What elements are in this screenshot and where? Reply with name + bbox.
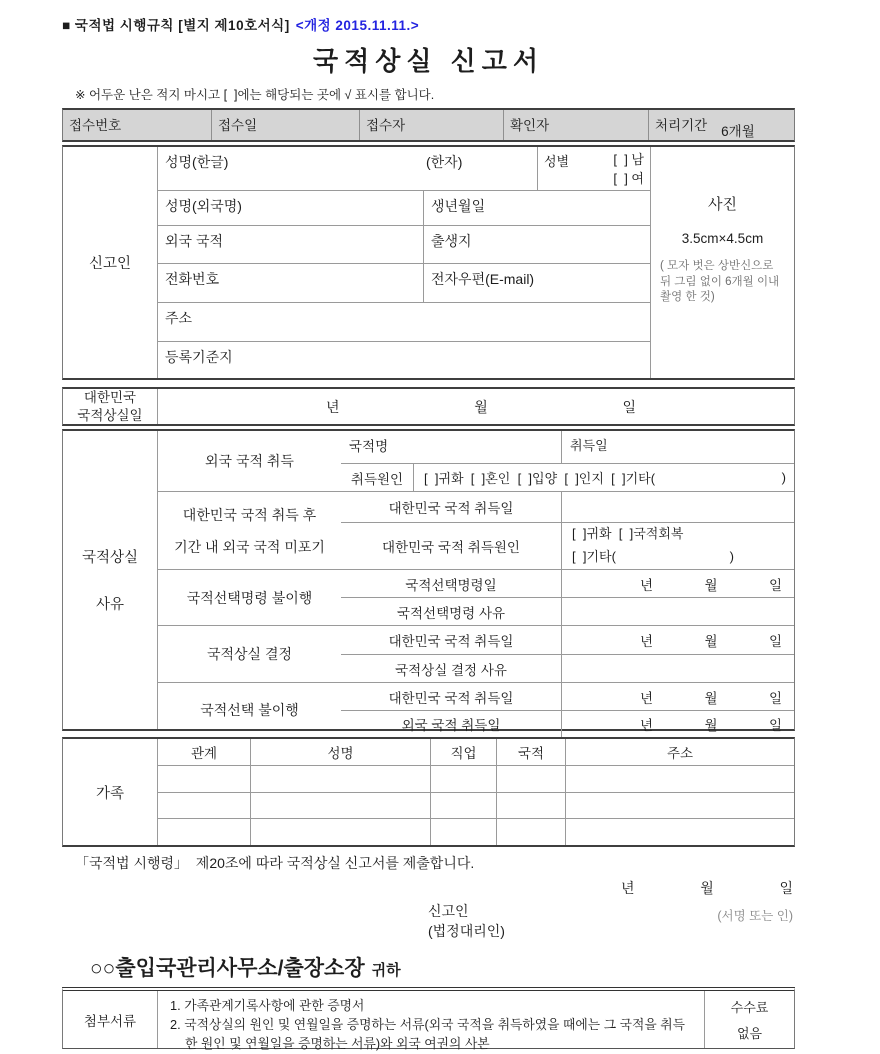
selection-foreign-acquisition-date-field <box>561 711 794 737</box>
confirmer-label: 확인자 <box>510 118 550 133</box>
attachment-item-2: 2. 국적상실의 원인 및 연월일을 증명하는 서류(외국 국적을 취득하였을 때에는 그 국적을 취득한 원인 및 연월일을 증명하는 서류)와 외국 여권의 사본 <box>170 1017 685 1052</box>
attachments-section <box>62 987 795 1052</box>
loss-reason-label-line1: 국적상실 <box>81 550 139 566</box>
email-field[interactable] <box>423 264 650 302</box>
korea-acquisition-cause-checkboxes[interactable]: [ ]귀화 [ ]국적회복 <box>572 526 684 542</box>
regulation-line <box>62 14 795 34</box>
attachments-section-label: 첨부서류 <box>63 991 158 1048</box>
loss-date-label-line2: 국적상실일 <box>77 407 143 423</box>
receipt-number-label: 접수번호 <box>69 118 122 133</box>
selection-order-date-field <box>561 570 794 597</box>
applicant-section-label: 신고인 <box>63 147 158 378</box>
attachments-list <box>158 991 704 1052</box>
day-label: 일 <box>768 690 782 706</box>
year-label: 년 <box>640 634 654 649</box>
year-label: 년 <box>640 577 654 593</box>
year-label: 년 <box>640 690 654 706</box>
month-label: 월 <box>704 577 718 593</box>
foreign-nationality-label: 외국 국적 <box>165 233 223 250</box>
name-foreign-label: 성명(외국명) <box>165 198 242 214</box>
gender-female-checkbox[interactable]: [ ] 여 <box>613 170 644 186</box>
photo-note: ( 모자 벗은 상반신으로 뒤 그림 없이 6개월 이내 촬영 한 것) <box>660 260 780 304</box>
receipt-number-cell <box>63 110 211 140</box>
revision-text: <개정 2015.11.11.> <box>295 18 420 33</box>
korea-acquisition-cause-other-checkbox[interactable]: [ ]기타( <box>572 549 616 564</box>
family-nationality-field[interactable] <box>496 793 565 819</box>
family-register-field[interactable] <box>158 342 650 378</box>
month-label: 월 <box>704 690 718 706</box>
birthdate-field[interactable] <box>423 191 650 225</box>
loss-reason-label-line2: 사유 <box>95 597 124 613</box>
reason-category-non-renunciation <box>158 492 341 569</box>
korea-acquisition-date-label: 대한민국 국적 취득일 <box>388 634 514 649</box>
recipient-honorific: 귀하 <box>371 962 401 979</box>
photo-box <box>650 147 794 378</box>
reason-group-selection-order <box>158 569 794 625</box>
fee-label: 수수료 <box>730 1000 769 1016</box>
korea-acquisition-cause-field <box>561 523 794 569</box>
family-address-field[interactable] <box>565 793 794 819</box>
declaration-block <box>62 853 795 940</box>
receipt-clerk-label: 접수자 <box>366 118 406 133</box>
processing-period-cell <box>648 110 794 140</box>
reason-group-selection-noncompliance <box>158 682 794 737</box>
selection-korea-acquisition-date-field <box>561 683 794 710</box>
nationality-name-label: 국적명 <box>349 439 389 454</box>
reason-group-foreign-acquisition <box>158 431 794 491</box>
year-label: 년 <box>326 398 340 415</box>
reason-category-selection-noncompliance: 국적선택 불이행 <box>200 702 299 718</box>
family-col-job: 직업 <box>430 739 496 765</box>
attachment-item-1: 1. 가족관계기록사항에 관한 증명서 <box>170 998 365 1013</box>
loss-decision-acquisition-date-ymd[interactable] <box>562 626 794 654</box>
selection-korea-acquisition-date-ymd[interactable] <box>562 683 794 710</box>
family-job-field[interactable] <box>430 766 496 792</box>
family-nationality-field[interactable] <box>496 819 565 845</box>
declaration-date-field[interactable] <box>621 878 793 898</box>
gender-field <box>537 147 650 190</box>
family-relation-field[interactable] <box>158 766 250 792</box>
loss-reason-section-label <box>63 431 158 729</box>
family-address-field[interactable] <box>565 766 794 792</box>
foreign-acquisition-date-label: 외국 국적 취득일 <box>401 718 501 733</box>
day-label: 일 <box>768 718 782 733</box>
gender-label: 성별 <box>544 154 570 169</box>
family-col-address: 주소 <box>565 739 794 765</box>
korea-acquisition-date-label: 대한민국 국적 취득일 <box>388 501 514 516</box>
phone-label: 전화번호 <box>165 270 220 287</box>
processing-period-value: 6개월 <box>721 124 755 139</box>
reason-category-selection-order: 국적선택명령 불이행 <box>186 589 313 606</box>
non-renunciation-line1: 대한민국 국적 취득 후 <box>182 506 317 523</box>
month-label: 월 <box>704 634 718 649</box>
selection-foreign-acquisition-date-ymd[interactable] <box>562 711 794 737</box>
instruction-note: ※ 어두운 난은 적지 마시고 [ ]에는 해당되는 곳에 √ 표시를 합니다. <box>75 88 435 102</box>
loss-decision-acquisition-date-field <box>561 626 794 654</box>
family-job-field[interactable] <box>430 793 496 819</box>
applicant-section <box>62 145 795 380</box>
loss-date-section-label <box>63 389 158 424</box>
day-label: 일 <box>622 398 636 415</box>
family-data-row <box>158 818 794 845</box>
reason-group-loss-decision <box>158 625 794 682</box>
korea-acquisition-cause-label: 대한민국 국적 취득원인 <box>382 540 520 555</box>
email-label: 전자우편(E-mail) <box>431 270 535 287</box>
receipt-clerk-cell <box>359 110 503 140</box>
reason-category-loss-decision: 국적상실 결정 <box>206 646 293 662</box>
family-col-nationality: 국적 <box>496 739 565 765</box>
birthplace-field[interactable] <box>423 226 650 262</box>
loss-decision-reason-label: 국적상실 결정 사유 <box>395 662 507 678</box>
family-section-label: 가족 <box>63 739 158 845</box>
non-renunciation-line2: 기간 내 외국 국적 미포기 <box>174 538 325 555</box>
declaration-statement: 「국적법 시행령」 제20조에 따라 국적상실 신고서를 제출합니다. <box>75 855 475 871</box>
day-label: 일 <box>779 880 793 896</box>
acquisition-cause-paren-close: ) <box>781 470 786 485</box>
day-label: 일 <box>768 577 782 593</box>
family-name-field[interactable] <box>250 766 430 792</box>
name-foreign-field[interactable] <box>158 191 423 225</box>
declaration-applicant-label: 신고인 <box>428 903 469 919</box>
family-col-name: 성명 <box>250 739 430 765</box>
signature-note: (서명 또는 인) <box>717 909 793 923</box>
form-title: 국적상실 신고서 <box>312 46 545 76</box>
acquisition-cause-checkboxes[interactable]: [ ]귀화 [ ]혼인 [ ]입양 [ ]인지 [ ]기타( <box>424 471 656 486</box>
birthdate-label: 생년월일 <box>431 198 486 214</box>
month-label: 월 <box>704 718 718 733</box>
confirmer-cell <box>503 110 648 140</box>
korea-acquisition-date-field[interactable] <box>561 492 794 522</box>
family-name-field[interactable] <box>250 793 430 819</box>
selection-order-date-label: 국적선택명령일 <box>405 577 497 593</box>
loss-date-field[interactable] <box>158 389 794 424</box>
acquisition-date-field[interactable] <box>561 431 794 463</box>
family-data-row <box>158 765 794 792</box>
name-korean-label: 성명(한글) <box>165 154 229 170</box>
recipient-office: ○○출입국관리사무소/출장소장 <box>90 957 365 980</box>
month-label: 월 <box>474 398 488 415</box>
family-relation-field[interactable] <box>158 793 250 819</box>
family-header-row <box>158 739 794 765</box>
fee-value: 없음 <box>736 1025 763 1041</box>
selection-order-date-ymd[interactable] <box>562 570 794 597</box>
receipt-date-label: 접수일 <box>218 118 258 133</box>
year-label: 년 <box>621 880 635 896</box>
loss-date-label-line1: 대한민국 <box>83 389 137 405</box>
family-address-field[interactable] <box>565 819 794 845</box>
processing-period-label: 처리기간 <box>655 118 708 133</box>
korea-acquisition-date-label: 대한민국 국적 취득일 <box>388 690 514 706</box>
name-korean-field[interactable] <box>158 147 537 190</box>
reason-category-foreign-acquisition: 외국 국적 취득 <box>205 453 294 469</box>
selection-order-reason-label: 국적선택명령 사유 <box>396 605 506 621</box>
acquisition-date-label: 취득일 <box>570 438 608 453</box>
family-nationality-field[interactable] <box>496 766 565 792</box>
family-section <box>62 737 795 847</box>
family-col-relation: 관계 <box>190 745 218 761</box>
day-label: 일 <box>768 634 782 649</box>
fee-cell <box>704 991 794 1048</box>
family-name-field[interactable] <box>250 819 430 845</box>
family-data-row <box>158 792 794 819</box>
acquisition-cause-label: 취득원인 <box>350 471 404 487</box>
reason-group-non-renunciation <box>158 491 794 569</box>
month-label: 월 <box>700 880 714 896</box>
loss-reason-section <box>62 429 795 731</box>
family-job-field[interactable] <box>430 819 496 845</box>
regulation-text: ■ 국적법 시행규칙 [별지 제10호서식] <box>62 18 290 33</box>
loss-date-section <box>62 387 795 426</box>
birthplace-label: 출생지 <box>431 233 472 250</box>
address-field[interactable] <box>158 303 650 340</box>
declaration-legal-rep-label: (법정대리인) <box>428 923 505 940</box>
selection-order-reason-field[interactable] <box>561 598 794 625</box>
family-relation-field[interactable] <box>158 819 250 845</box>
photo-label: 사진 <box>708 196 737 213</box>
loss-decision-reason-field[interactable] <box>561 655 794 682</box>
year-label: 년 <box>640 718 654 733</box>
address-label: 주소 <box>165 310 193 327</box>
gender-male-checkbox[interactable]: [ ] 남 <box>613 152 644 167</box>
korea-acquisition-cause-paren-close: ) <box>729 549 734 564</box>
receipt-date-cell <box>211 110 359 140</box>
foreign-nationality-field[interactable] <box>158 226 423 262</box>
family-register-label: 등록기준지 <box>165 348 233 365</box>
photo-size: 3.5cm×4.5cm <box>681 231 764 246</box>
receipt-header-row <box>62 108 795 142</box>
name-hanja-label: (한자) <box>426 154 463 170</box>
phone-field[interactable] <box>158 264 423 302</box>
acquisition-cause-field <box>413 464 794 491</box>
recipient-line <box>90 952 795 982</box>
